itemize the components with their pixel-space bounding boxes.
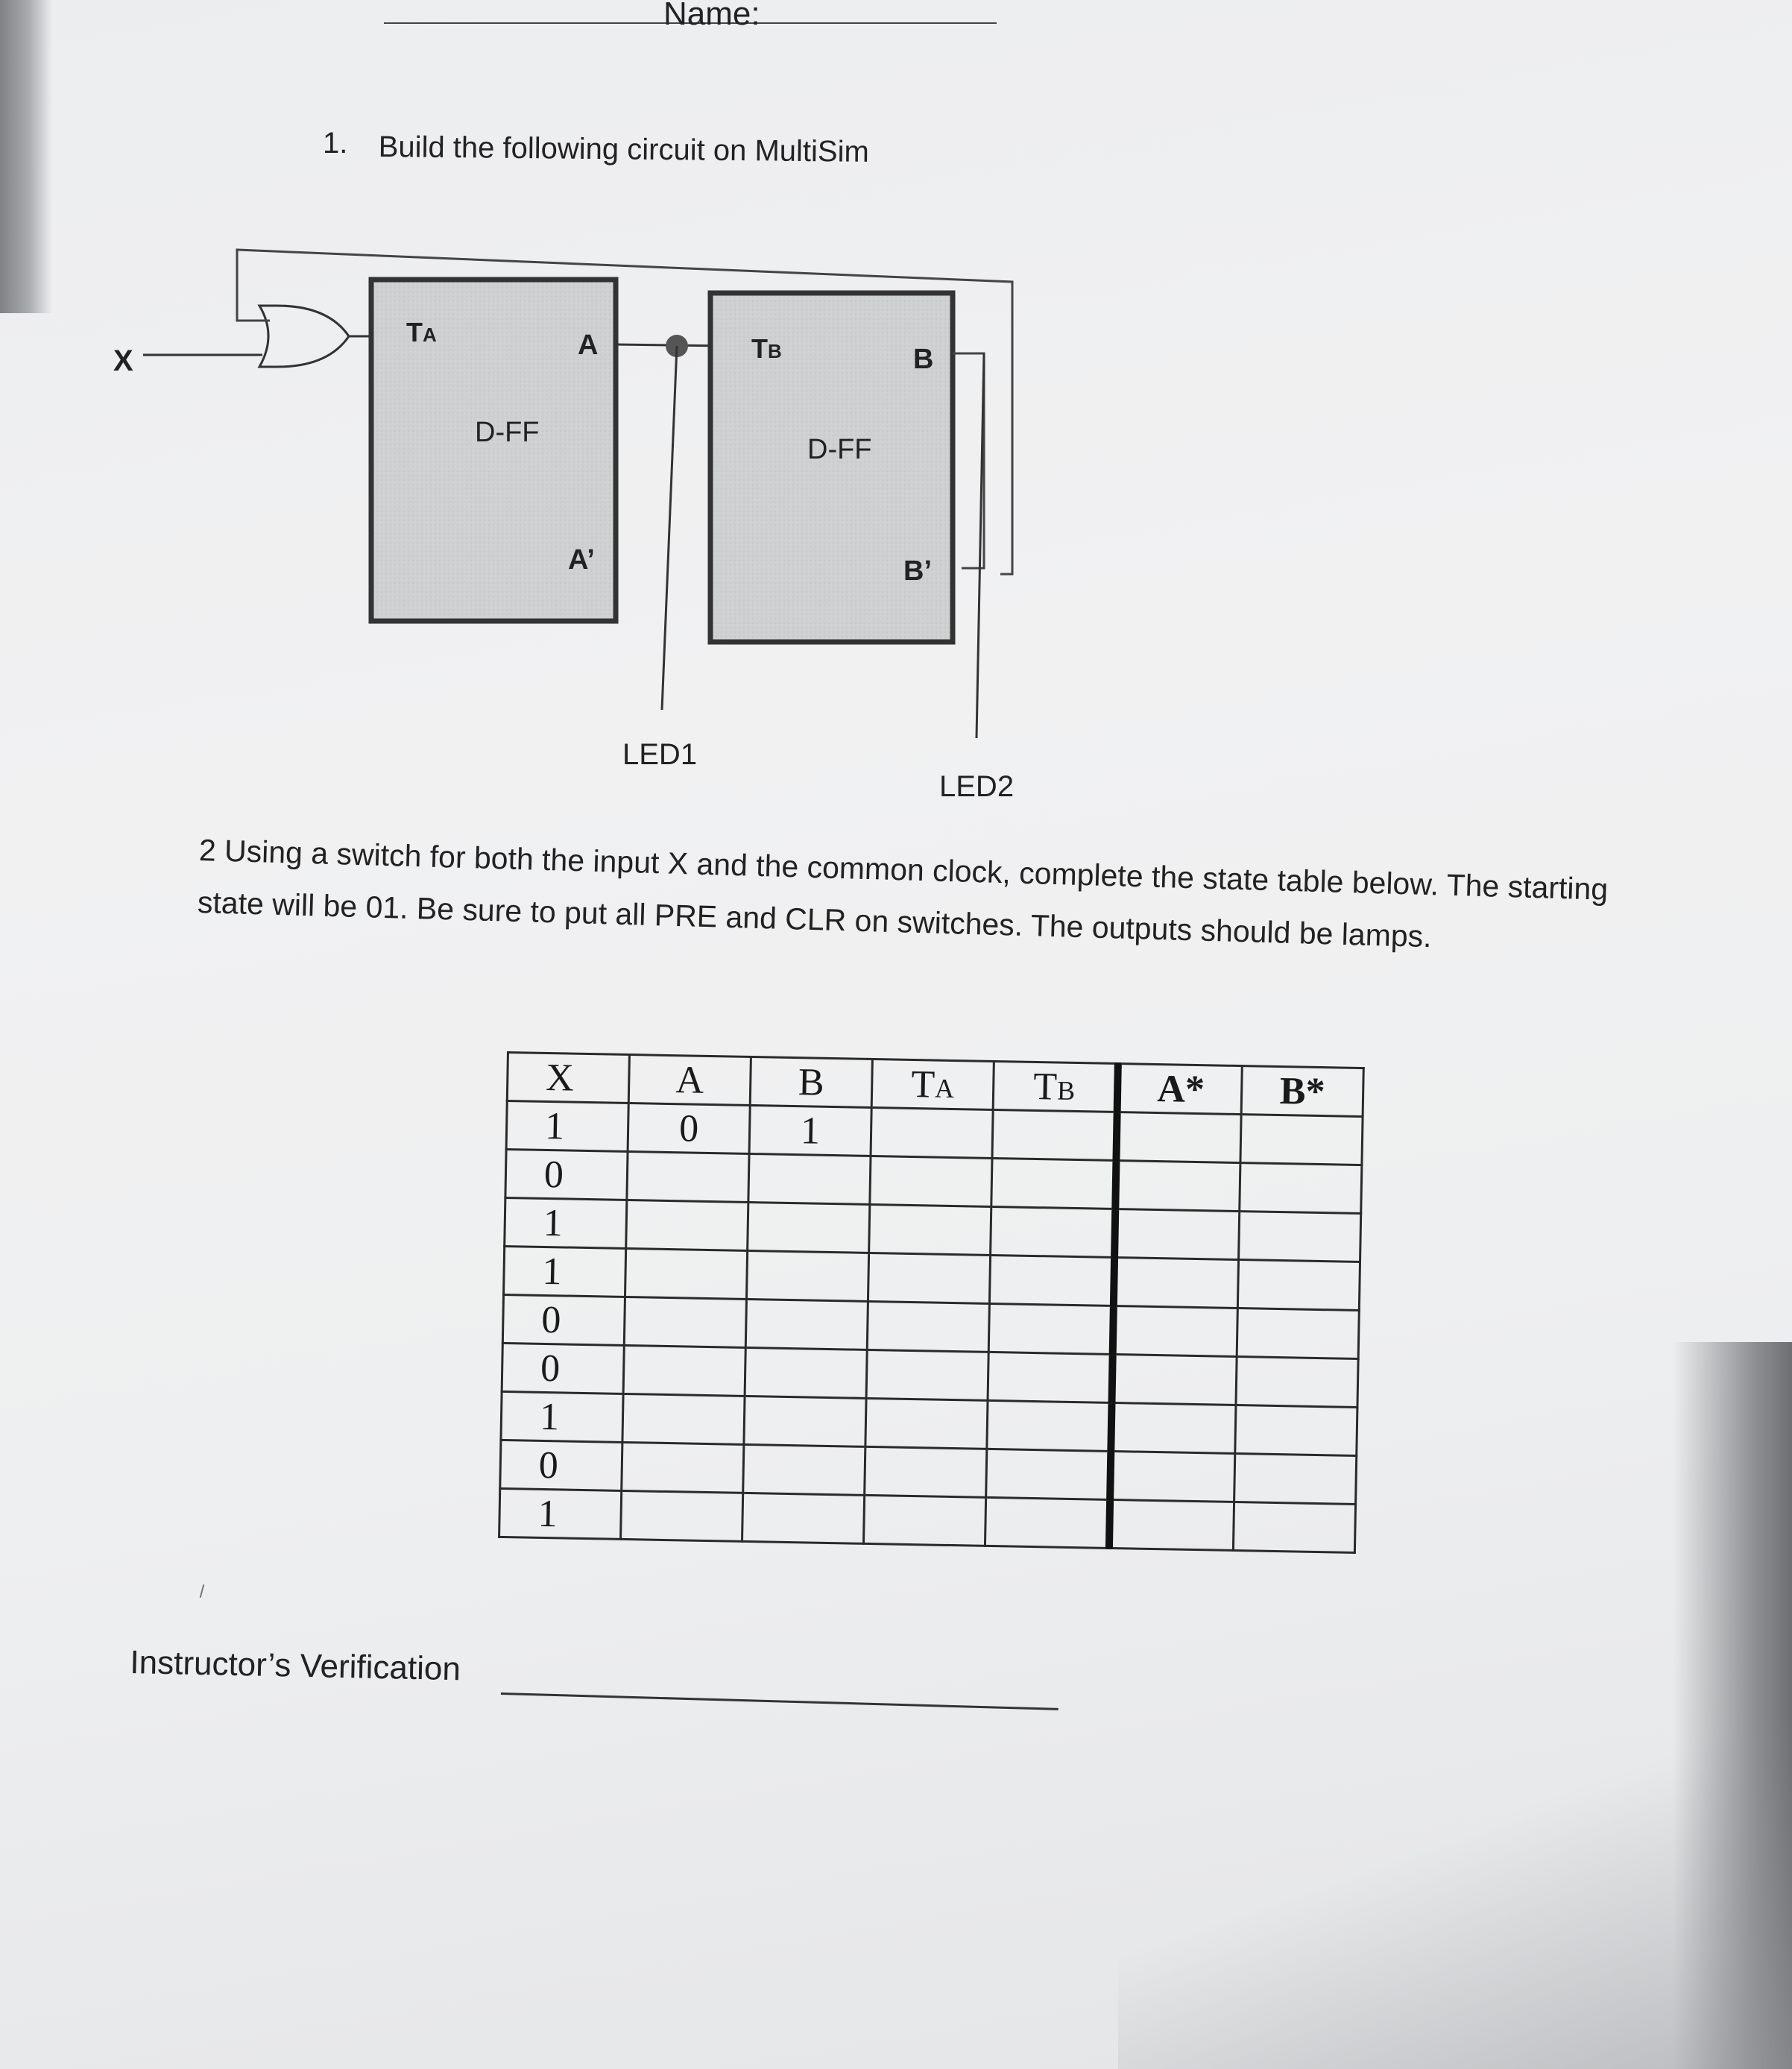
ff-a-input-label: TA — [406, 317, 437, 347]
cell-x: 1 — [505, 1197, 627, 1248]
state-table — [498, 1051, 1365, 1554]
header-b-next: B* — [1241, 1066, 1363, 1117]
led2-label: LED2 — [939, 770, 1015, 803]
cell-b[interactable] — [748, 1202, 870, 1253]
name-label: Name: — [663, 0, 760, 32]
cell-b-next[interactable] — [1239, 1212, 1361, 1262]
cell-x: 1 — [501, 1391, 623, 1442]
cell-tb[interactable] — [991, 1206, 1116, 1257]
cell-ta[interactable] — [867, 1301, 989, 1352]
cell-a[interactable] — [622, 1442, 744, 1493]
cell-a-next[interactable] — [1111, 1354, 1237, 1405]
cell-x: 0 — [505, 1150, 628, 1200]
cell-x: 1 — [506, 1101, 628, 1152]
cell-tb[interactable] — [988, 1352, 1113, 1402]
state-table-body — [499, 1101, 1363, 1553]
cell-b-next[interactable] — [1233, 1502, 1355, 1552]
cell-b[interactable] — [744, 1396, 866, 1446]
question-2-text: 2 Using a switch for both the input X and the common clock, complete the state table below. The starting state will be 01. Be sure to put all PRE and CLR on switches. The outputs should be lamps. — [197, 832, 1609, 954]
cell-a[interactable] — [625, 1248, 747, 1299]
cell-a[interactable] — [621, 1490, 743, 1541]
cell-b-next[interactable] — [1234, 1453, 1357, 1504]
cell-b-next[interactable] — [1240, 1115, 1363, 1165]
ff-b-type-label: D-FF — [807, 434, 872, 465]
cell-tb[interactable] — [986, 1449, 1111, 1499]
ff-a-output-not-label: A’ — [568, 544, 595, 576]
or-gate-symbol — [259, 306, 349, 367]
cell-tb[interactable] — [988, 1303, 1114, 1354]
cell-x: 0 — [502, 1343, 624, 1393]
cell-a[interactable] — [624, 1297, 746, 1347]
header-a-next: A* — [1117, 1064, 1243, 1115]
ff-a-type-label: D-FF — [475, 417, 540, 448]
question-1-number: 1. — [323, 127, 348, 160]
ff-b-output-not-label: B’ — [903, 555, 932, 587]
instructor-verification-line[interactable] — [501, 1692, 1059, 1710]
cell-tb[interactable] — [989, 1255, 1114, 1306]
ff-a-output-label: A — [578, 330, 599, 361]
cell-a[interactable] — [626, 1200, 748, 1250]
circuit-diagram — [0, 0, 1792, 820]
ff-b-output-label: B — [913, 344, 934, 375]
cell-ta[interactable] — [870, 1156, 992, 1206]
cell-ta[interactable] — [868, 1253, 990, 1303]
cell-b[interactable] — [745, 1347, 867, 1398]
cell-tb[interactable] — [985, 1497, 1110, 1548]
cell-ta[interactable] — [865, 1446, 987, 1497]
cell-a[interactable]: 0 — [628, 1103, 750, 1154]
cell-a-next[interactable] — [1114, 1209, 1240, 1259]
cell-ta[interactable] — [871, 1107, 993, 1158]
question-1-text: Build the following circuit on MultiSim — [378, 130, 870, 169]
state-table-container — [498, 1051, 1365, 1554]
cell-tb[interactable] — [992, 1109, 1117, 1160]
stray-pen-mark — [200, 1584, 205, 1598]
cell-a-next[interactable] — [1116, 1112, 1241, 1163]
cell-ta[interactable] — [865, 1398, 988, 1449]
cell-b[interactable]: 1 — [749, 1105, 871, 1156]
cell-b[interactable] — [746, 1250, 868, 1301]
header-b: B — [750, 1057, 872, 1108]
cell-x: 0 — [500, 1440, 622, 1490]
cell-b[interactable] — [748, 1153, 871, 1204]
cell-ta[interactable] — [863, 1495, 985, 1546]
cell-a-next[interactable] — [1115, 1161, 1240, 1212]
ff-b-input-label: TB — [751, 333, 782, 364]
cell-x: 0 — [502, 1294, 625, 1345]
cell-a-next[interactable] — [1111, 1402, 1236, 1453]
instructor-verification-label: Instructor’s Verification — [129, 1644, 461, 1688]
led1-wire — [662, 346, 677, 710]
header-tb: TB — [993, 1061, 1118, 1112]
cell-x: 1 — [499, 1488, 622, 1539]
cell-b[interactable] — [745, 1299, 868, 1350]
cell-tb[interactable] — [991, 1158, 1117, 1209]
cell-b-next[interactable] — [1237, 1309, 1359, 1359]
cell-x: 1 — [504, 1246, 626, 1297]
cell-a[interactable] — [627, 1151, 749, 1202]
header-ta: TA — [871, 1059, 994, 1109]
cell-a-next[interactable] — [1110, 1451, 1235, 1502]
led1-label: LED1 — [622, 738, 698, 771]
page-shadow-bottom — [1118, 1715, 1792, 2069]
cell-b[interactable] — [743, 1444, 865, 1495]
input-x-label: X — [113, 344, 133, 377]
cell-a-next[interactable] — [1114, 1257, 1239, 1308]
cell-a-next[interactable] — [1109, 1499, 1234, 1550]
header-a: A — [628, 1055, 751, 1106]
cell-b-next[interactable] — [1240, 1163, 1362, 1214]
cell-b-next[interactable] — [1235, 1405, 1357, 1456]
cell-b-next[interactable] — [1237, 1260, 1360, 1311]
cell-ta[interactable] — [869, 1204, 991, 1255]
header-x: X — [507, 1053, 629, 1103]
b-output-wire — [953, 353, 984, 568]
cell-tb[interactable] — [987, 1400, 1112, 1451]
cell-a[interactable] — [623, 1345, 745, 1396]
cell-b-next[interactable] — [1236, 1357, 1358, 1408]
cell-ta[interactable] — [866, 1350, 988, 1400]
cell-a-next[interactable] — [1113, 1306, 1238, 1356]
cell-a[interactable] — [622, 1393, 745, 1444]
cell-b[interactable] — [742, 1493, 865, 1543]
